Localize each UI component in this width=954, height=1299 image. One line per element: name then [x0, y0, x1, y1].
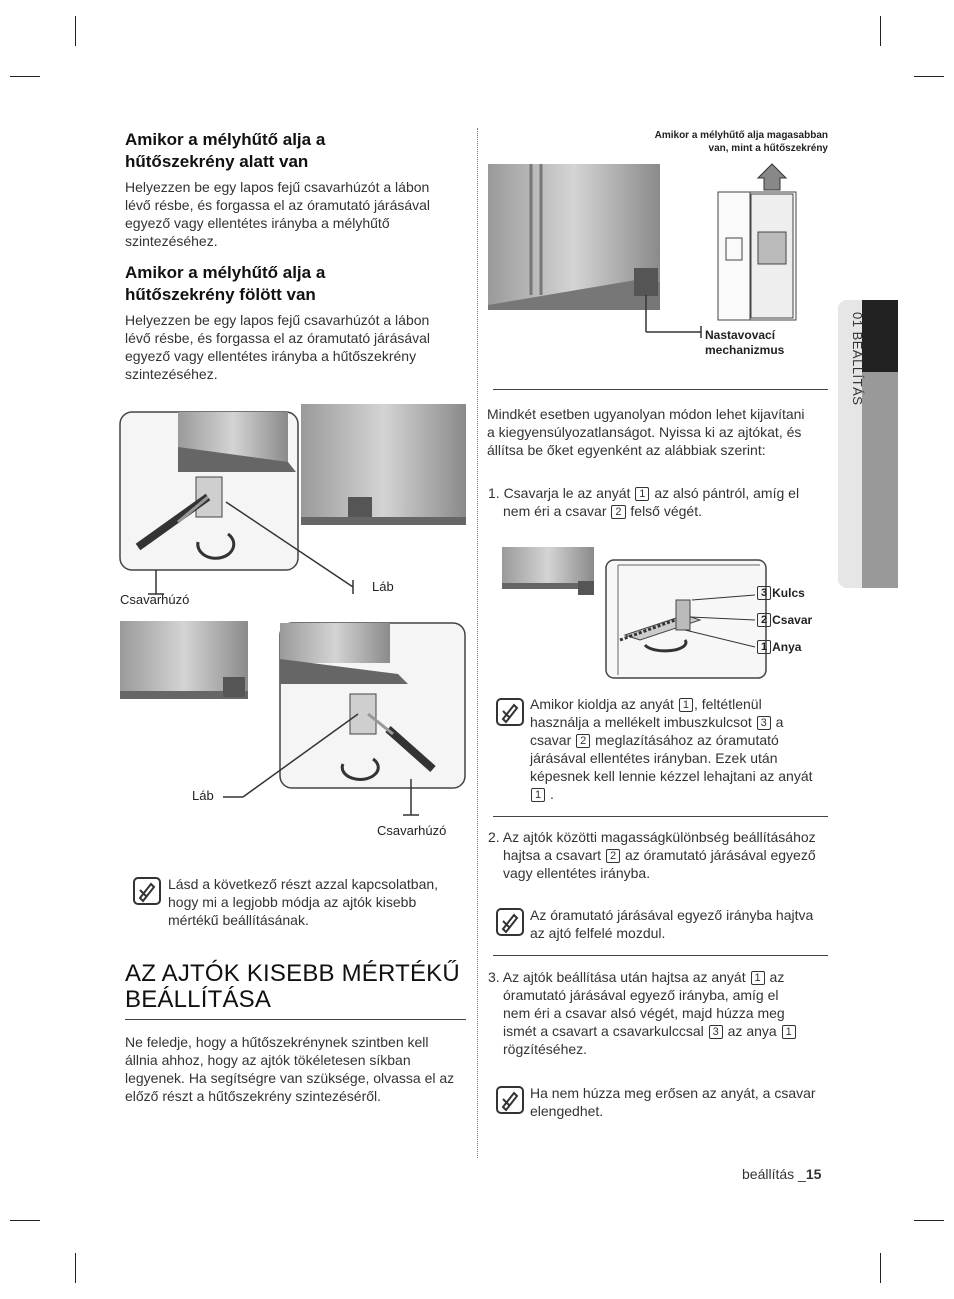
text-fragment: ismét a csavart a csavarkulccsal	[503, 1023, 704, 1039]
label-line: mechanizmus	[705, 343, 785, 357]
note-icon	[496, 908, 524, 936]
title-line: hűtőszekrény alatt van	[125, 152, 309, 171]
part-number: 2	[606, 849, 620, 863]
section-title	[125, 129, 325, 173]
divider-rule	[493, 816, 828, 817]
note-icon	[496, 1086, 524, 1114]
text-line: lévő résbe, és forgassa el az óramutató járásával	[125, 197, 431, 213]
text-fragment: az óramutató járásával egyező	[624, 847, 816, 863]
title-line: Amikor a mélyhűtő alja a	[125, 263, 326, 282]
foot-adjust-illustration-1	[118, 402, 468, 612]
text-line	[488, 484, 799, 502]
text-line	[488, 968, 797, 986]
text-line: állnia ahhoz, hogy az ajtók tökéletesen síkban	[125, 1052, 411, 1068]
label-foot: Láb	[192, 788, 214, 803]
crop-mark	[880, 16, 881, 46]
text-fragment: , feltétlenül	[693, 696, 762, 712]
text-line: szintezéséhez.	[125, 233, 218, 249]
text-fragment: hajtsa a csavart	[503, 847, 602, 863]
text-line: egyező vagy ellentétes irányba a hűtőszekrény	[125, 348, 417, 364]
page-heading	[125, 961, 460, 1013]
title-line: hűtőszekrény fölött van	[125, 285, 316, 304]
text-line: Az óramutató járásával egyező irányba hajtva	[530, 907, 814, 923]
column-divider	[477, 128, 478, 1158]
crop-mark	[75, 1253, 76, 1283]
part-name: Kulcs	[772, 586, 805, 600]
note-text	[168, 875, 438, 929]
part-number: 3	[757, 716, 771, 730]
text-line: szintezéséhez.	[125, 366, 218, 382]
text-fragment: .	[550, 786, 554, 802]
text-line: Ne feledje, hogy a hűtőszekrénynek szintben kell	[125, 1034, 429, 1050]
text-fragment: 1. Csavarja le az anyát	[488, 485, 631, 501]
crop-mark	[880, 1253, 881, 1283]
divider-rule	[493, 955, 828, 956]
text-line	[530, 785, 813, 803]
text-line: rögzítéséhez.	[503, 1041, 588, 1057]
text-line: nem éri a csavar alsó végét, majd húzza meg	[503, 1005, 785, 1021]
text-line	[488, 846, 816, 864]
text-line	[530, 713, 813, 731]
text-line	[488, 1022, 797, 1040]
part-label-nut	[756, 640, 801, 655]
part-number: 1	[751, 971, 765, 985]
part-number: 2	[757, 613, 771, 627]
label-screwdriver: Csavarhúzó	[377, 823, 447, 838]
step-2	[488, 828, 816, 882]
heading-rule	[125, 1019, 466, 1020]
text-line: 2. Az ajtók közötti magasságkülönbség beállításához	[488, 829, 816, 845]
text-line: Helyezzen be egy lapos fejű csavarhúzót a lábon	[125, 179, 430, 195]
text-line: lévő résbe, és forgassa el az óramutató járásával	[125, 330, 431, 346]
heading-line: BEÁLLÍTÁSA	[125, 986, 272, 1013]
text-line: Mindkét esetben ugyanolyan módon lehet kijavítani	[487, 406, 805, 422]
section-text	[125, 178, 430, 250]
text-line: elengedhet.	[530, 1103, 604, 1119]
part-number: 1	[635, 487, 649, 501]
intro-text	[125, 1033, 454, 1105]
section-title	[125, 262, 325, 306]
crop-mark	[914, 76, 944, 77]
text-line: mértékű beállításának.	[168, 912, 309, 928]
text-fragment: az	[769, 969, 785, 985]
crop-mark	[10, 1220, 40, 1221]
part-label-screw	[756, 613, 812, 628]
text-fragment: csavar	[530, 732, 572, 748]
text-line	[530, 695, 813, 713]
note-text	[530, 906, 813, 942]
label-foot: Láb	[372, 579, 394, 594]
crop-mark	[914, 1220, 944, 1221]
footer-num: 15	[805, 1166, 822, 1182]
side-tab-dark	[862, 300, 898, 372]
text-line: hogy mi a legjobb módja az ajtók kisebb	[168, 894, 417, 910]
text-fragment: meglazításához az óramutató	[595, 732, 779, 748]
text-line: legyenek. Ha segítségre van szüksége, olvassa el az	[125, 1070, 455, 1086]
text-line: állítsa be őket egyenként az alábbiak szerint:	[487, 442, 766, 458]
part-number: 1	[782, 1025, 796, 1039]
text-line	[530, 731, 813, 749]
text-fragment: felső végét.	[630, 503, 702, 519]
figure-caption	[560, 129, 828, 155]
text-line: képesnek kell lennie kézzel lehajtani az anyát	[530, 768, 813, 784]
text-line: Lásd a következő részt azzal kapcsolatban,	[168, 876, 439, 892]
part-label-key	[756, 586, 805, 601]
part-number: 3	[757, 586, 771, 600]
text-line: Helyezzen be egy lapos fejű csavarhúzót a lábon	[125, 312, 430, 328]
divider-rule	[493, 389, 828, 390]
text-line: előző részt a hűtőszekrény szintezéséről.	[125, 1088, 382, 1104]
part-number: 3	[709, 1025, 723, 1039]
footer-text: beállítás _	[742, 1166, 806, 1182]
part-number: 2	[611, 505, 625, 519]
part-number: 2	[576, 734, 590, 748]
text-fragment: a	[775, 714, 784, 730]
step-3	[488, 968, 797, 1058]
text-fragment: Amikor kioldja az anyát	[530, 696, 674, 712]
section-text	[125, 311, 430, 383]
text-line: óramutató járásával egyező irányba, amíg el	[503, 987, 779, 1003]
part-number: 1	[531, 788, 545, 802]
page-number	[742, 1166, 821, 1182]
step-1	[488, 484, 799, 520]
text-line	[488, 502, 799, 520]
text-line: egyező vagy ellentétes irányba a mélyhűtő	[125, 215, 390, 231]
side-tab-label: 01 BEÁLLÍTÁS	[850, 312, 865, 406]
title-line: Amikor a mélyhűtő alja a	[125, 130, 326, 149]
note-text	[530, 1084, 816, 1120]
text-line: Ha nem húzza meg erősen az anyát, a csavar	[530, 1085, 816, 1101]
part-name: Anya	[772, 640, 802, 654]
text-fragment: az alsó pántról, amíg el	[654, 485, 800, 501]
text-line: az ajtó felfelé mozdul.	[530, 925, 666, 941]
crop-mark	[75, 16, 76, 46]
crop-mark	[10, 76, 40, 77]
foot-adjust-illustration-2	[118, 619, 468, 819]
fridge-height-illustration	[486, 160, 831, 350]
caption-line: van, mint a hűtőszekrény	[708, 143, 828, 154]
heading-line: AZ AJTÓK KISEBB MÉRTÉKŰ	[125, 960, 460, 987]
note-text	[530, 695, 813, 803]
caption-line: Amikor a mélyhűtő alja magasabban	[654, 130, 828, 141]
text-line: a kiegyensúlyozatlanságot. Nyissa ki az ajtókat, és	[487, 424, 802, 440]
note-icon	[133, 877, 161, 905]
text-fragment: nem éri a csavar	[503, 503, 607, 519]
part-name: Csavar	[772, 613, 813, 627]
text-fragment: az anya	[727, 1023, 777, 1039]
label-mechanism	[705, 328, 784, 358]
label-line: Nastavovací	[705, 328, 776, 342]
note-icon	[496, 698, 524, 726]
hinge-illustration	[500, 545, 770, 680]
part-number: 1	[757, 640, 771, 654]
text-line: járásával ellentétes irányban. Ezek után	[530, 750, 778, 766]
para-text	[487, 405, 805, 459]
part-number: 1	[679, 698, 693, 712]
text-fragment: használja a mellékelt imbuszkulcsot	[530, 714, 752, 730]
text-fragment: 3. Az ajtók beállítása után hajtsa az anyát	[488, 969, 746, 985]
text-line: vagy ellentétes irányba.	[503, 865, 651, 881]
label-screwdriver: Csavarhúzó	[120, 592, 190, 607]
